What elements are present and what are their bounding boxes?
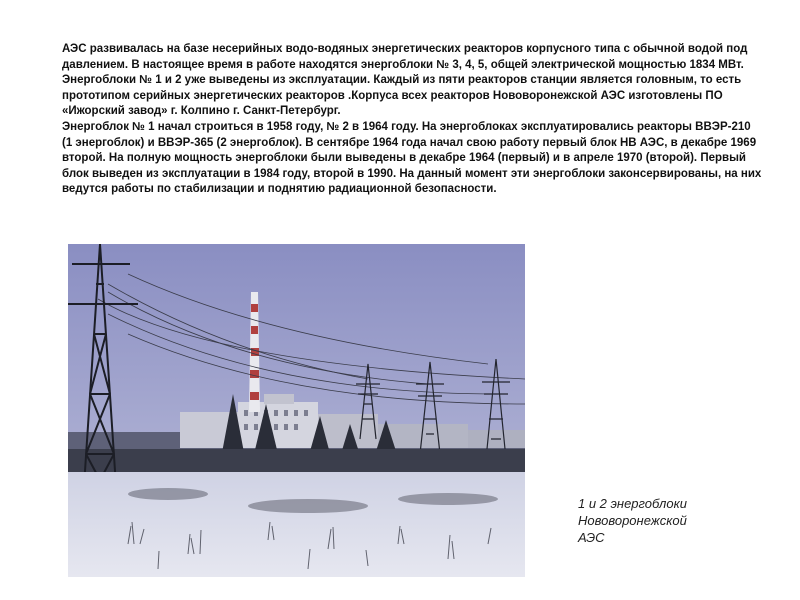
paragraph-history: АЭС развивалась на базе несерийных водо-водяных энергетических реакторов корпусного типа с обычной водой под давлением. В настоящее время в работе находятся энергоблоки № 3, 4, 5, общей электрической мощностью 1834 МВт. Энергоблоки № 1 и 2 уже выведены из эксплуатации. Каждый из пяти реакторов станции является головным, то есть прототипом серийных энергетических реакторов .Корпуса всех реакторов Нововоронежской АЭС изготовлены ПО «Ижорский завод» г. Колпино г. Санкт-Петербург. xyxy=(62,43,748,118)
photo-caption xyxy=(578,495,758,546)
caption-line-3: АЭС xyxy=(578,530,605,545)
power-plant-photo xyxy=(68,244,525,577)
body-text xyxy=(62,42,762,198)
caption-line-1: 1 и 2 энергоблоки xyxy=(578,496,687,511)
snow-field xyxy=(68,472,525,577)
caption-line-2: Нововоронежской xyxy=(578,513,687,528)
paragraph-units-1-2: Энергоблок № 1 начал строиться в 1958 году, № 2 в 1964 году. На энергоблоках эксплуатировались реакторы ВВЭР-210 (1 энергоблок) и ВВЭР-365 (2 энергоблок). В сентябре 1964 года начал свою работу первый блок НВ АЭС, в декабре 1969 второй. На полную мощность энергоблоки были выведены в декабре 1964 (первый) и в апреле 1970 (второй). Первый блок выведен из эксплуатации в 1984 году, второй в 1990. На данный момент эти энергоблоки законсервированы, на них ведутся работы по стабилизации и поднятию радиационной безопасности. xyxy=(62,120,762,196)
